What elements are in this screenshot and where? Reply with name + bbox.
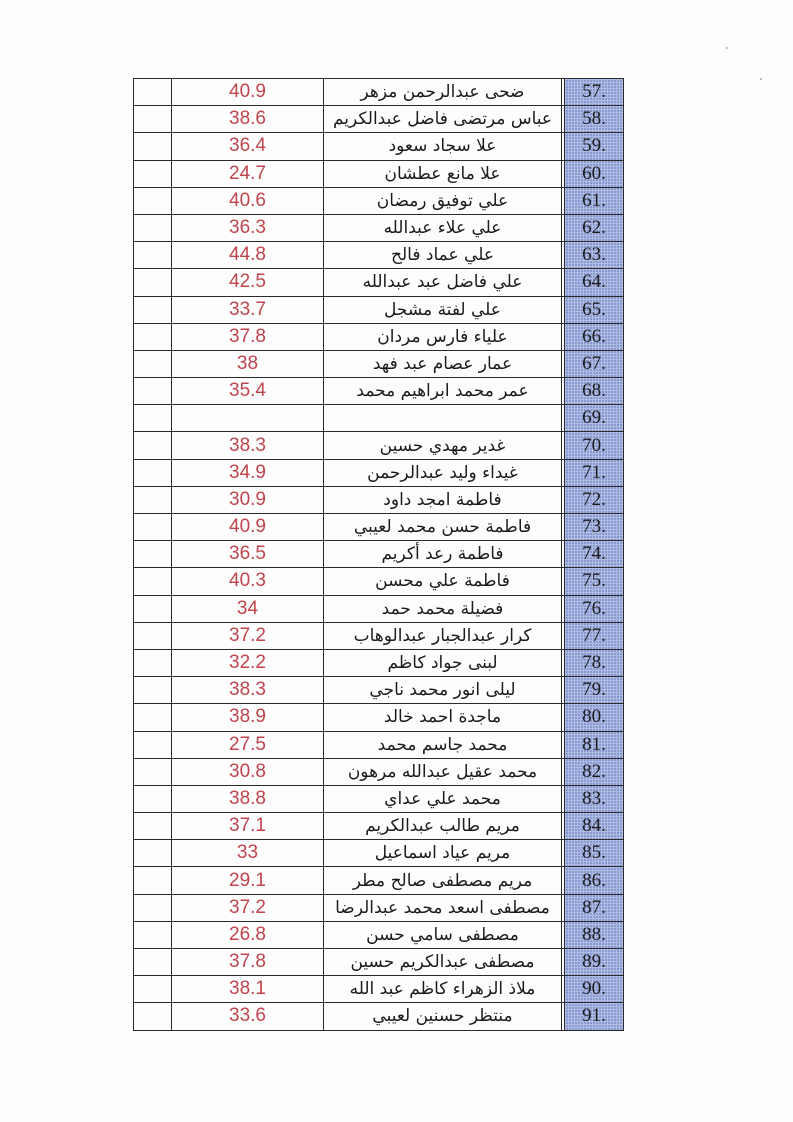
row-number-cell: 72.	[565, 486, 624, 513]
student-name-cell: مصطفى سامي حسن	[324, 921, 562, 948]
score-cell	[172, 405, 324, 432]
score-cell: 29.1	[172, 867, 324, 894]
score-cell: 38.6	[172, 106, 324, 133]
blank-cell	[134, 813, 172, 840]
score-cell: 38.3	[172, 432, 324, 459]
table-row	[134, 976, 624, 1003]
student-name-cell: محمد جاسم محمد	[324, 731, 562, 758]
score-cell: 38.9	[172, 704, 324, 731]
table-row	[134, 405, 624, 432]
blank-cell	[134, 1003, 172, 1030]
score-cell: 40.9	[172, 79, 324, 106]
blank-cell	[134, 785, 172, 812]
row-number-cell: 73.	[565, 514, 624, 541]
table-row	[134, 214, 624, 241]
table-row	[134, 568, 624, 595]
row-number-cell: 91.	[565, 1003, 624, 1030]
score-cell: 36.4	[172, 133, 324, 160]
score-cell: 36.5	[172, 541, 324, 568]
student-name-cell: فاطمة رعد أكريم	[324, 541, 562, 568]
blank-cell	[134, 840, 172, 867]
table-row	[134, 323, 624, 350]
blank-cell	[134, 622, 172, 649]
table-row	[134, 242, 624, 269]
table-row	[134, 541, 624, 568]
student-name-cell: محمد علي عداي	[324, 785, 562, 812]
row-number-cell: 83.	[565, 785, 624, 812]
table-row	[134, 296, 624, 323]
table-row	[134, 378, 624, 405]
blank-cell	[134, 432, 172, 459]
score-cell: 33	[172, 840, 324, 867]
blank-cell	[134, 296, 172, 323]
blank-cell	[134, 568, 172, 595]
blank-cell	[134, 79, 172, 106]
row-number-cell: 67.	[565, 350, 624, 377]
table-row	[134, 269, 624, 296]
row-number-cell: 60.	[565, 160, 624, 187]
row-number-cell: 76.	[565, 595, 624, 622]
blank-cell	[134, 486, 172, 513]
table-row	[134, 704, 624, 731]
blank-cell	[134, 242, 172, 269]
student-name-cell: ماجدة احمد خالد	[324, 704, 562, 731]
row-number-cell: 64.	[565, 269, 624, 296]
table-row	[134, 758, 624, 785]
table-row	[134, 622, 624, 649]
blank-cell	[134, 378, 172, 405]
student-name-cell: عمار عصام عبد فهد	[324, 350, 562, 377]
student-name-cell: لبنى جواد كاظم	[324, 649, 562, 676]
student-name-cell: علي فاضل عبد عبدالله	[324, 269, 562, 296]
score-cell: 30.9	[172, 486, 324, 513]
blank-cell	[134, 921, 172, 948]
table-row	[134, 187, 624, 214]
score-cell: 40.9	[172, 514, 324, 541]
row-number-cell: 75.	[565, 568, 624, 595]
row-number-cell: 81.	[565, 731, 624, 758]
student-name-cell: فاطمة علي محسن	[324, 568, 562, 595]
row-number-cell: 82.	[565, 758, 624, 785]
row-number-cell: 71.	[565, 459, 624, 486]
row-number-cell: 58.	[565, 106, 624, 133]
score-cell: 38.3	[172, 677, 324, 704]
blank-cell	[134, 106, 172, 133]
table-row	[134, 867, 624, 894]
blank-cell	[134, 949, 172, 976]
table-row	[134, 677, 624, 704]
row-number-cell: 62.	[565, 214, 624, 241]
row-number-cell: 89.	[565, 949, 624, 976]
table-row	[134, 731, 624, 758]
blank-cell	[134, 459, 172, 486]
score-cell: 24.7	[172, 160, 324, 187]
score-cell: 36.3	[172, 214, 324, 241]
blank-cell	[134, 976, 172, 1003]
blank-cell	[134, 214, 172, 241]
table-row	[134, 79, 624, 106]
score-cell: 42.5	[172, 269, 324, 296]
student-name-cell: فاطمة حسن محمد لعيبي	[324, 514, 562, 541]
student-name-cell: كرار عبدالجبار عبدالوهاب	[324, 622, 562, 649]
grades-table	[133, 78, 624, 1031]
student-name-cell: عباس مرتضى فاضل عبدالكريم	[324, 106, 562, 133]
row-number-cell: 59.	[565, 133, 624, 160]
row-number-cell: 78.	[565, 649, 624, 676]
student-name-cell: عمر محمد ابراهيم محمد	[324, 378, 562, 405]
student-name-cell: علي علاء عبدالله	[324, 214, 562, 241]
scan-speck	[726, 47, 728, 49]
blank-cell	[134, 595, 172, 622]
table-row	[134, 160, 624, 187]
blank-cell	[134, 187, 172, 214]
score-cell: 44.8	[172, 242, 324, 269]
score-cell: 37.8	[172, 949, 324, 976]
row-number-cell: 80.	[565, 704, 624, 731]
row-number-cell: 70.	[565, 432, 624, 459]
student-name-cell: فضيلة محمد حمد	[324, 595, 562, 622]
student-name-cell: مريم عياد اسماعيل	[324, 840, 562, 867]
score-cell: 38.8	[172, 785, 324, 812]
student-name-cell: علي توفيق رمضان	[324, 187, 562, 214]
score-cell: 37.1	[172, 813, 324, 840]
student-name-cell: مريم مصطفى صالح مطر	[324, 867, 562, 894]
blank-cell	[134, 758, 172, 785]
table-row	[134, 1003, 624, 1030]
row-number-cell: 84.	[565, 813, 624, 840]
blank-cell	[134, 677, 172, 704]
student-name-cell: غيداء وليد عبدالرحمن	[324, 459, 562, 486]
row-number-cell: 65.	[565, 296, 624, 323]
blank-cell	[134, 731, 172, 758]
score-cell: 38.1	[172, 976, 324, 1003]
student-name-cell: ملاذ الزهراء كاظم عبد الله	[324, 976, 562, 1003]
table-row	[134, 840, 624, 867]
score-cell: 35.4	[172, 378, 324, 405]
grades-table-body	[134, 79, 624, 1031]
table-row	[134, 921, 624, 948]
student-name-cell: مصطفى اسعد محمد عبدالرضا	[324, 894, 562, 921]
row-number-cell: 61.	[565, 187, 624, 214]
table-row	[134, 949, 624, 976]
row-number-cell: 69.	[565, 405, 624, 432]
score-cell: 30.8	[172, 758, 324, 785]
student-name-cell: علياء فارس مردان	[324, 323, 562, 350]
blank-cell	[134, 649, 172, 676]
score-cell: 27.5	[172, 731, 324, 758]
table-row	[134, 595, 624, 622]
blank-cell	[134, 269, 172, 296]
score-cell: 32.2	[172, 649, 324, 676]
score-cell: 34.9	[172, 459, 324, 486]
table-row	[134, 106, 624, 133]
student-name-cell: مريم طالب عبدالكريم	[324, 813, 562, 840]
scan-speck	[760, 78, 762, 80]
blank-cell	[134, 541, 172, 568]
student-name-cell	[324, 405, 562, 432]
row-number-cell: 85.	[565, 840, 624, 867]
score-cell: 33.6	[172, 1003, 324, 1030]
table-row	[134, 350, 624, 377]
table-row	[134, 486, 624, 513]
table-row	[134, 813, 624, 840]
score-cell: 37.2	[172, 894, 324, 921]
blank-cell	[134, 350, 172, 377]
blank-cell	[134, 894, 172, 921]
score-cell: 37.8	[172, 323, 324, 350]
row-number-cell: 57.	[565, 79, 624, 106]
student-name-cell: علي لفتة مشجل	[324, 296, 562, 323]
table-row	[134, 649, 624, 676]
student-name-cell: محمد عقيل عبدالله مرهون	[324, 758, 562, 785]
blank-cell	[134, 133, 172, 160]
student-name-cell: مصطفى عبدالكريم حسين	[324, 949, 562, 976]
score-cell: 33.7	[172, 296, 324, 323]
row-number-cell: 79.	[565, 677, 624, 704]
blank-cell	[134, 867, 172, 894]
table-row	[134, 133, 624, 160]
blank-cell	[134, 405, 172, 432]
table-row	[134, 514, 624, 541]
score-cell: 26.8	[172, 921, 324, 948]
table-row	[134, 894, 624, 921]
student-name-cell: منتظر حسنين لعيبي	[324, 1003, 562, 1030]
score-cell: 38	[172, 350, 324, 377]
blank-cell	[134, 323, 172, 350]
row-number-cell: 74.	[565, 541, 624, 568]
student-name-cell: ليلى انور محمد ناجي	[324, 677, 562, 704]
score-cell: 34	[172, 595, 324, 622]
table-row	[134, 432, 624, 459]
table-row	[134, 785, 624, 812]
student-name-cell: علا مانع عطشان	[324, 160, 562, 187]
student-name-cell: علا سجاد سعود	[324, 133, 562, 160]
student-name-cell: علي عماد فالح	[324, 242, 562, 269]
row-number-cell: 88.	[565, 921, 624, 948]
row-number-cell: 63.	[565, 242, 624, 269]
row-number-cell: 68.	[565, 378, 624, 405]
student-name-cell: غدير مهدي حسين	[324, 432, 562, 459]
score-cell: 40.6	[172, 187, 324, 214]
blank-cell	[134, 704, 172, 731]
blank-cell	[134, 514, 172, 541]
row-number-cell: 87.	[565, 894, 624, 921]
blank-cell	[134, 160, 172, 187]
student-name-cell: فاطمة امجد داود	[324, 486, 562, 513]
score-cell: 37.2	[172, 622, 324, 649]
row-number-cell: 86.	[565, 867, 624, 894]
table-row	[134, 459, 624, 486]
row-number-cell: 77.	[565, 622, 624, 649]
student-name-cell: ضحى عبدالرحمن مزهر	[324, 79, 562, 106]
row-number-cell: 66.	[565, 323, 624, 350]
row-number-cell: 90.	[565, 976, 624, 1003]
score-cell: 40.3	[172, 568, 324, 595]
